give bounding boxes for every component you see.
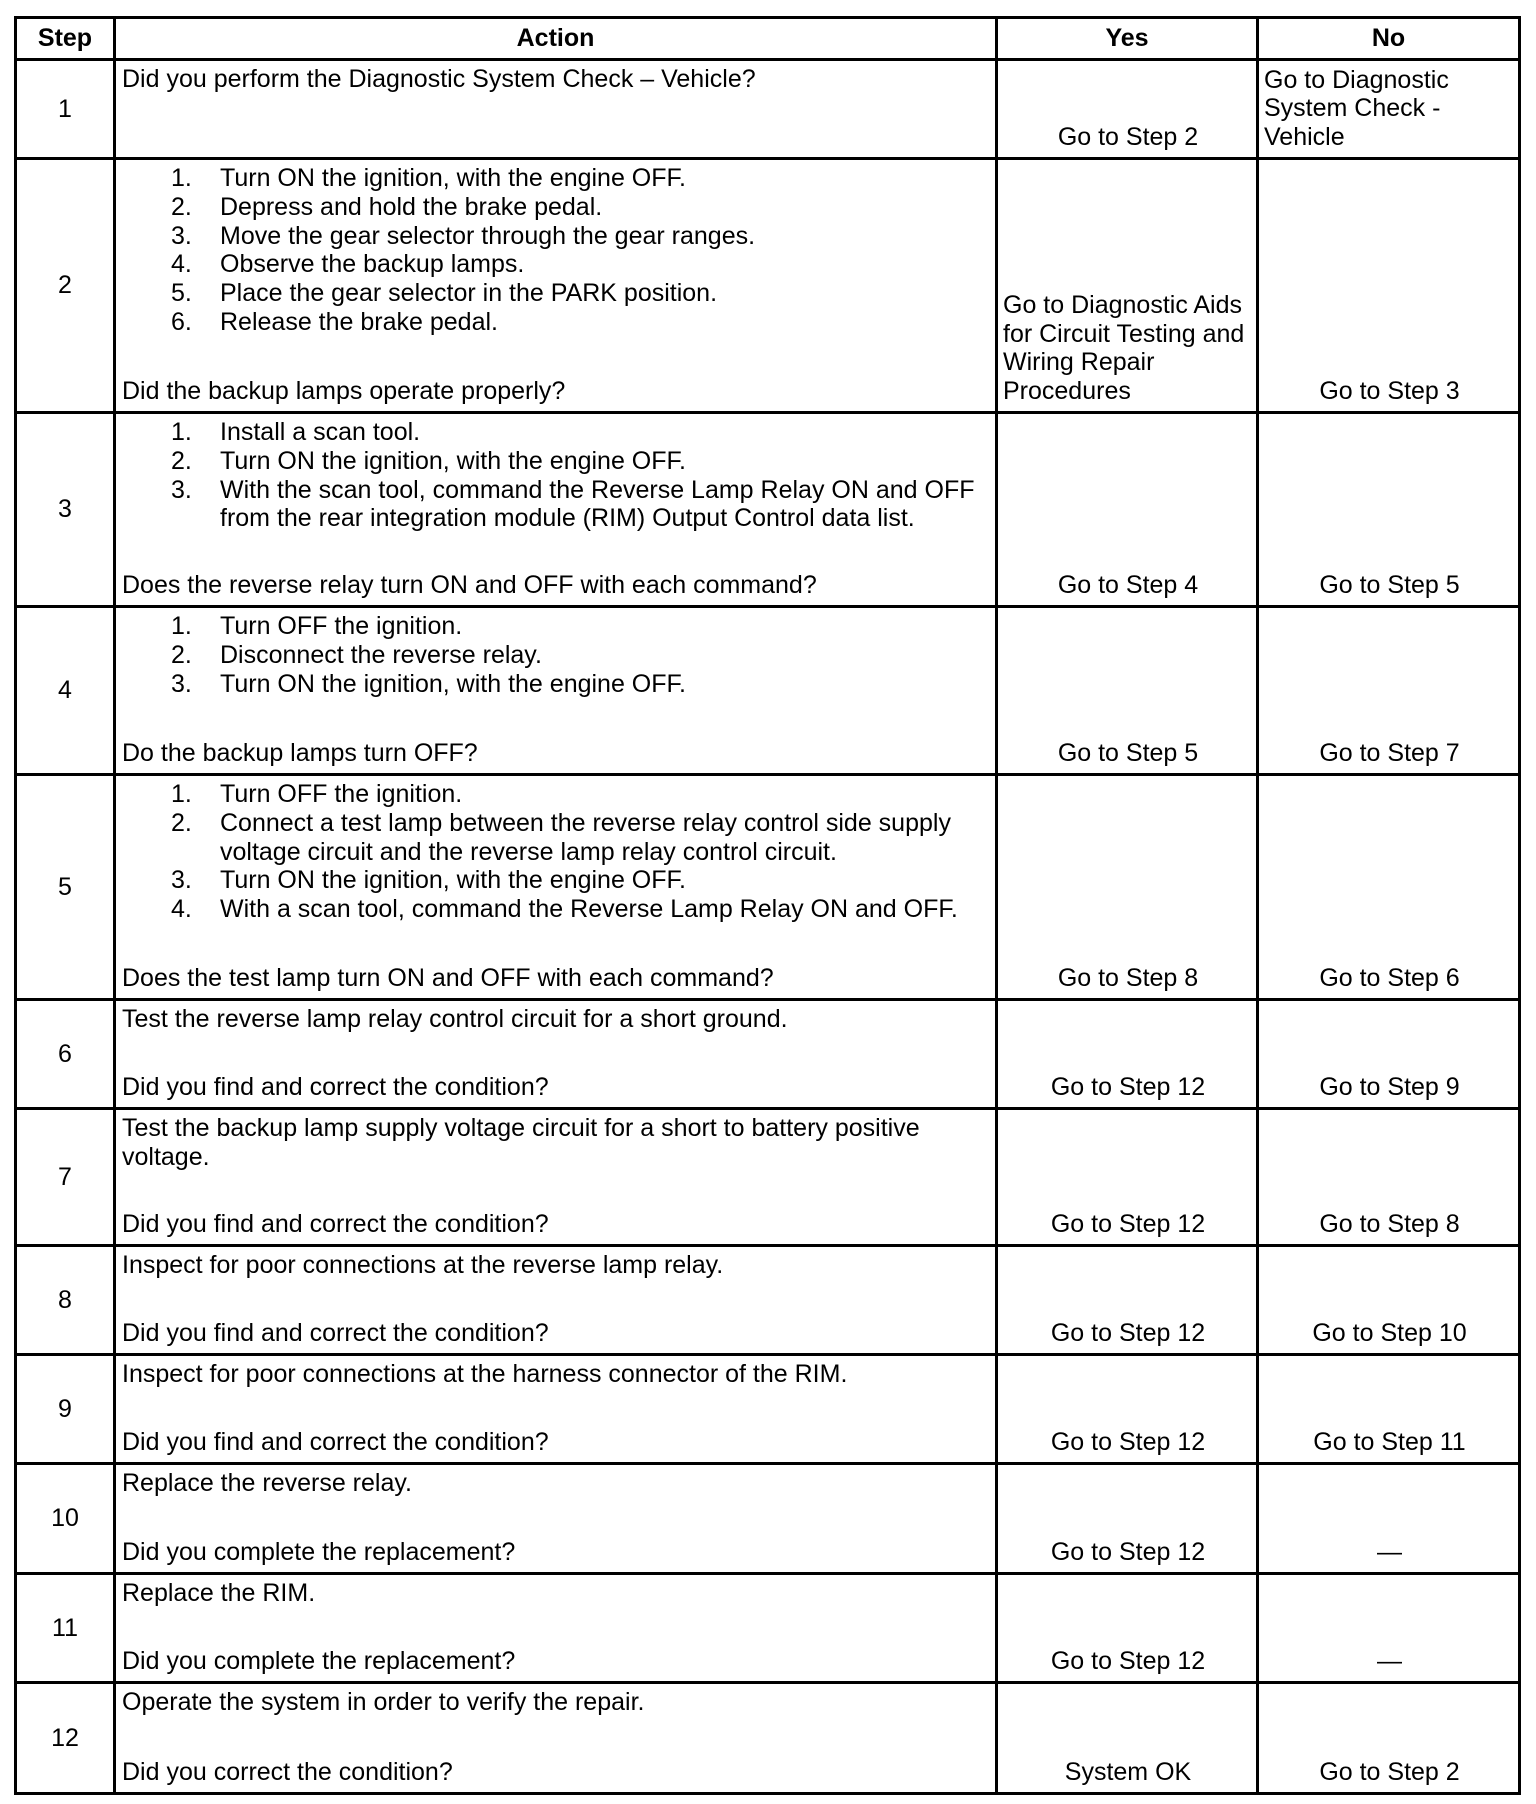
- yes-text: Go to Step 12: [1050, 1428, 1206, 1457]
- no-cell: [1259, 160, 1518, 411]
- instruction-list: [122, 418, 989, 533]
- instruction-text: Turn OFF the ignition.: [220, 780, 463, 808]
- no-text: Go to Step 8: [1319, 1210, 1460, 1239]
- instruction-item: [122, 641, 989, 670]
- action-text: Test the backup lamp supply voltage circuit for a short to battery positive voltage.: [122, 1114, 920, 1171]
- yes-text: Go to Step 12: [1050, 1538, 1206, 1567]
- no-cell: [1259, 1575, 1518, 1681]
- step-number: 8: [17, 1247, 113, 1353]
- instruction-text: With the scan tool, command the Reverse Lamp Relay ON and OFF from the rear integration module (RIM) Output Control data list.: [220, 475, 975, 533]
- instruction-text: Turn ON the ignition, with the engine OFF.: [220, 164, 686, 192]
- step-number: 6: [17, 1001, 113, 1107]
- no-dash: —: [1377, 1538, 1402, 1567]
- action-cell: [116, 1684, 995, 1792]
- instruction-item: [122, 164, 989, 193]
- step-number: 1: [17, 61, 113, 157]
- action-cell: [116, 1110, 995, 1244]
- action-question: Did you correct the condition?: [122, 1758, 453, 1787]
- yes-text: Go to Step 12: [1050, 1210, 1206, 1239]
- yes-cell: [998, 61, 1256, 157]
- instruction-item: [122, 612, 989, 641]
- action-question: Does the test lamp turn ON and OFF with each command?: [122, 964, 774, 993]
- yes-text: Go to Step 12: [1050, 1647, 1206, 1676]
- instruction-item: [122, 476, 989, 534]
- instruction-number: 3.: [171, 669, 192, 698]
- action-text: Replace the RIM.: [122, 1579, 316, 1607]
- yes-cell: [998, 1001, 1256, 1107]
- action-text: Replace the reverse relay.: [122, 1469, 412, 1497]
- yes-text: Go to Step 2: [1057, 123, 1199, 152]
- step-number: 11: [17, 1575, 113, 1681]
- yes-cell: [998, 160, 1256, 411]
- instruction-item: [122, 809, 989, 867]
- no-cell: [1259, 61, 1518, 157]
- instruction-text: Release the brake pedal.: [220, 307, 498, 336]
- no-text: Go to Step 2: [1319, 1758, 1460, 1787]
- instruction-item: [122, 895, 989, 924]
- no-cell: [1259, 1001, 1518, 1107]
- instruction-text: Turn ON the ignition, with the engine OFF.: [220, 866, 686, 895]
- instruction-number: 1.: [171, 780, 192, 808]
- yes-cell: [998, 1684, 1256, 1792]
- instruction-number: 1.: [171, 164, 192, 192]
- no-text: Go to Step 10: [1312, 1319, 1467, 1348]
- instruction-text: Move the gear selector through the gear ranges.: [220, 221, 756, 250]
- no-dash: —: [1377, 1647, 1402, 1676]
- instruction-item: [122, 780, 989, 809]
- instruction-item: [122, 279, 989, 308]
- instruction-text: Place the gear selector in the PARK position.: [220, 279, 718, 308]
- yes-text: Go to Diagnostic Aids for Circuit Testing and Wiring Repair Procedures: [1003, 290, 1245, 406]
- step-number: 9: [17, 1356, 113, 1462]
- action-text: Operate the system in order to verify the repair.: [122, 1688, 645, 1716]
- instruction-text: Connect a test lamp between the reverse relay control side supply voltage circuit and the reverse lamp relay control circuit.: [220, 808, 951, 866]
- yes-text: Go to Step 8: [1057, 964, 1199, 993]
- instruction-item: [122, 250, 989, 279]
- instruction-text: With a scan tool, command the Reverse Lamp Relay ON and OFF.: [220, 895, 958, 924]
- action-cell: [116, 608, 995, 773]
- step-number: 3: [17, 414, 113, 605]
- instruction-number: 6.: [171, 307, 192, 336]
- instruction-item: [122, 418, 989, 447]
- step-number: 5: [17, 776, 113, 998]
- step-number: 12: [17, 1684, 113, 1792]
- yes-cell: [998, 776, 1256, 998]
- instruction-number: 2.: [171, 446, 192, 475]
- action-question: Did you find and correct the condition?: [122, 1428, 549, 1457]
- instruction-item: [122, 447, 989, 476]
- action-question: Does the reverse relay turn ON and OFF with each command?: [122, 571, 817, 600]
- instruction-text: Install a scan tool.: [220, 418, 421, 446]
- yes-cell: [998, 414, 1256, 605]
- action-cell: [116, 776, 995, 998]
- instruction-text: Turn ON the ignition, with the engine OFF.: [220, 669, 686, 698]
- no-cell: [1259, 1247, 1518, 1353]
- instruction-number: 1.: [171, 418, 192, 446]
- instruction-item: [122, 193, 989, 222]
- instruction-item: [122, 670, 989, 699]
- no-text: Go to Step 6: [1319, 964, 1460, 993]
- yes-text: Go to Step 5: [1057, 739, 1199, 768]
- action-text: Test the reverse lamp relay control circuit for a short ground.: [122, 1005, 788, 1033]
- header-step: Step: [17, 19, 113, 58]
- no-text: Go to Step 11: [1313, 1428, 1466, 1457]
- action-cell: [116, 1356, 995, 1462]
- no-cell: [1259, 608, 1518, 773]
- no-cell: [1259, 1465, 1518, 1572]
- action-cell: [116, 1465, 995, 1572]
- action-text: Inspect for poor connections at the reverse lamp relay.: [122, 1251, 724, 1279]
- action-cell: [116, 414, 995, 605]
- diagnostic-table: [14, 16, 1521, 1795]
- action-cell: [116, 1247, 995, 1353]
- instruction-text: Depress and hold the brake pedal.: [220, 192, 603, 221]
- action-question: Do the backup lamps turn OFF?: [122, 739, 478, 768]
- action-question: Did you find and correct the condition?: [122, 1319, 549, 1348]
- yes-cell: [998, 608, 1256, 773]
- action-question: Did you find and correct the condition?: [122, 1073, 549, 1102]
- action-cell: [116, 1001, 995, 1107]
- action-cell: [116, 61, 995, 157]
- yes-text: Go to Step 4: [1057, 571, 1199, 600]
- action-text: Did you perform the Diagnostic System Check – Vehicle?: [122, 65, 756, 93]
- action-cell: [116, 1575, 995, 1681]
- no-text: Go to Step 3: [1319, 377, 1460, 406]
- header-action: Action: [116, 19, 995, 58]
- instruction-list: [122, 612, 989, 698]
- yes-cell: [998, 1465, 1256, 1572]
- instruction-text: Turn OFF the ignition.: [220, 612, 463, 640]
- instruction-number: 2.: [171, 640, 192, 669]
- no-text: Go to Step 5: [1319, 571, 1460, 600]
- instruction-number: 5.: [171, 279, 192, 308]
- yes-cell: [998, 1356, 1256, 1462]
- instruction-number: 3.: [171, 866, 192, 895]
- instruction-number: 4.: [171, 895, 192, 924]
- step-number: 4: [17, 608, 113, 773]
- no-text: Go to Diagnostic System Check - Vehicle: [1264, 65, 1449, 152]
- no-cell: [1259, 414, 1518, 605]
- yes-cell: [998, 1575, 1256, 1681]
- yes-cell: [998, 1110, 1256, 1244]
- action-question: Did you complete the replacement?: [122, 1538, 516, 1567]
- yes-text: System OK: [1064, 1758, 1192, 1787]
- step-number: 10: [17, 1465, 113, 1572]
- no-cell: [1259, 1356, 1518, 1462]
- no-text: Go to Step 9: [1319, 1073, 1460, 1102]
- instruction-item: [122, 222, 989, 251]
- instruction-number: 2.: [171, 192, 192, 221]
- header-yes: Yes: [998, 19, 1256, 58]
- no-text: Go to Step 7: [1319, 739, 1460, 768]
- instruction-number: 3.: [171, 475, 192, 504]
- step-number: 2: [17, 160, 113, 411]
- instruction-item: [122, 866, 989, 895]
- action-cell: [116, 160, 995, 411]
- yes-text: Go to Step 12: [1050, 1319, 1206, 1348]
- yes-cell: [998, 1247, 1256, 1353]
- header-no: No: [1259, 19, 1518, 58]
- instruction-list: [122, 780, 989, 924]
- instruction-number: 1.: [171, 612, 192, 640]
- instruction-text: Disconnect the reverse relay.: [220, 640, 542, 669]
- no-cell: [1259, 1110, 1518, 1244]
- action-question: Did you complete the replacement?: [122, 1647, 516, 1676]
- action-text: Inspect for poor connections at the harness connector of the RIM.: [122, 1360, 848, 1388]
- action-question: Did the backup lamps operate properly?: [122, 377, 566, 406]
- yes-text: Go to Step 12: [1050, 1073, 1206, 1102]
- step-number: 7: [17, 1110, 113, 1244]
- instruction-item: [122, 308, 989, 337]
- instruction-text: Turn ON the ignition, with the engine OFF.: [220, 446, 686, 475]
- no-cell: [1259, 1684, 1518, 1792]
- instruction-number: 3.: [171, 221, 192, 250]
- instruction-list: [122, 164, 989, 337]
- action-question: Did you find and correct the condition?: [122, 1210, 549, 1239]
- instruction-text: Observe the backup lamps.: [220, 250, 525, 279]
- no-cell: [1259, 776, 1518, 998]
- instruction-number: 2.: [171, 808, 192, 837]
- instruction-number: 4.: [171, 250, 192, 279]
